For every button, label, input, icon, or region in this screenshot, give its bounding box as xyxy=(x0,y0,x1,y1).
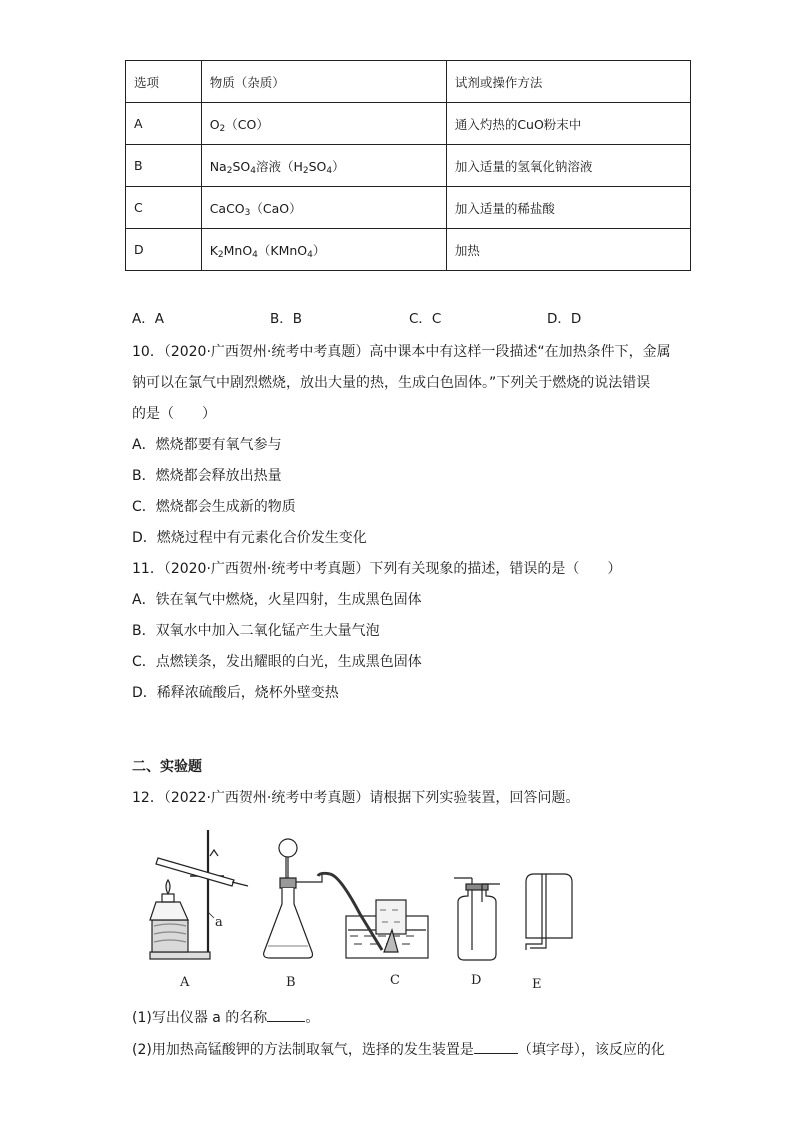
q9-option-d: D．D xyxy=(547,311,582,327)
table-header-cell: 物质（杂质） xyxy=(201,61,446,103)
q10-stem-line: 10．（2020·广西贺州·统考中考真题）高中课本中有这样一段描述“在加热条件下，金属 xyxy=(132,344,671,360)
table-cell-option: C xyxy=(126,187,202,229)
q10-option-a: A．燃烧都要有氧气参与 xyxy=(132,437,282,453)
q11-option-b: B．双氧水中加入二氧化锰产生大量气泡 xyxy=(132,623,380,639)
table-cell-substance: $Na_2SO_4$溶液$(H_2SO_4)$ xyxy=(201,145,446,187)
table-header-cell: 试剂或操作方法 xyxy=(446,61,690,103)
q12-sub2-text: (2)用加热高锰酸钾的方法制取氧气，选择的发生装置是 xyxy=(132,1042,474,1058)
apparatus-label-c: C xyxy=(390,973,400,988)
apparatus-label-b: B xyxy=(286,975,296,990)
table-header-row xyxy=(126,61,691,103)
apparatus-label-a: A xyxy=(180,975,190,990)
table-cell-option: B xyxy=(126,145,202,187)
table-cell-method: 加热 xyxy=(446,229,690,271)
section-title: 二、实验题 xyxy=(132,759,202,775)
q11-option-a: A．铁在氧气中燃烧，火星四射，生成黑色固体 xyxy=(132,592,422,608)
q12-stem: 12．（2022·广西贺州·统考中考真题）请根据下列实验装置，回答问题。 xyxy=(132,790,580,806)
table-row xyxy=(126,103,691,145)
q10-option-b: B．燃烧都会释放出热量 xyxy=(132,468,282,484)
table-cell-method: 加入适量的氢氧化钠溶液 xyxy=(446,145,690,187)
lab-apparatus-figure xyxy=(140,826,580,996)
answer-blank[interactable] xyxy=(267,1007,305,1022)
apparatus-label-d: D xyxy=(471,973,482,988)
table-cell-substance: $K_2MnO_4(KMnO_4)$ xyxy=(201,229,446,271)
instrument-a-label: a xyxy=(215,915,223,930)
q10-option-c: C．燃烧都会生成新的物质 xyxy=(132,499,296,515)
apparatus-d-drawing xyxy=(454,878,500,960)
q10-stem-line: 钠可以在氯气中剧烈燃烧，放出大量的热，生成白色固体。”下列关于燃烧的说法错误 xyxy=(132,375,651,391)
table-header-cell: 选项 xyxy=(126,61,202,103)
q10-option-d: D．燃烧过程中有元素化合价发生变化 xyxy=(132,530,367,546)
apparatus-b-drawing xyxy=(264,839,322,958)
apparatus-c-drawing xyxy=(318,873,428,958)
table-cell-option: D xyxy=(126,229,202,271)
q12-sub2-end: （填字母），该反应的化 xyxy=(517,1042,665,1058)
q11-option-d: D．稀释浓硫酸后，烧杯外壁变热 xyxy=(132,685,339,701)
apparatus-a-drawing xyxy=(150,830,248,959)
q9-option-c: C．C xyxy=(409,311,442,327)
q9-option-a: A．A xyxy=(132,311,164,327)
table-cell-substance: CaCO$_3$（CaO） xyxy=(201,187,446,229)
table-cell-method: 加入适量的稀盐酸 xyxy=(446,187,690,229)
q12-sub2 xyxy=(132,1039,665,1059)
table-row xyxy=(126,187,691,229)
answer-blank[interactable] xyxy=(474,1039,518,1054)
q10-stem-line: 的是（ ） xyxy=(132,406,216,422)
q11-option-c: C．点燃镁条，发出耀眼的白光，生成黑色固体 xyxy=(132,654,422,670)
q11-stem: 11．（2020·广西贺州·统考中考真题）下列有关现象的描述，错误的是（ ） xyxy=(132,561,622,577)
question-9-table xyxy=(125,60,691,271)
q9-option-b: B．B xyxy=(270,311,303,327)
apparatus-label-e: E xyxy=(532,977,542,992)
q12-sub1-text: (1)写出仪器 a 的名称 xyxy=(132,1010,268,1026)
table-row xyxy=(126,229,691,271)
apparatus-e-drawing xyxy=(526,874,572,950)
table-cell-option: A xyxy=(126,103,202,145)
q12-sub1-end: 。 xyxy=(305,1010,320,1026)
table-cell-substance: $O_2(CO)$ xyxy=(201,103,446,145)
table-row xyxy=(126,145,691,187)
q12-sub1 xyxy=(132,1007,319,1027)
table-cell-method: 通入灼热的CuO粉末中 xyxy=(446,103,690,145)
